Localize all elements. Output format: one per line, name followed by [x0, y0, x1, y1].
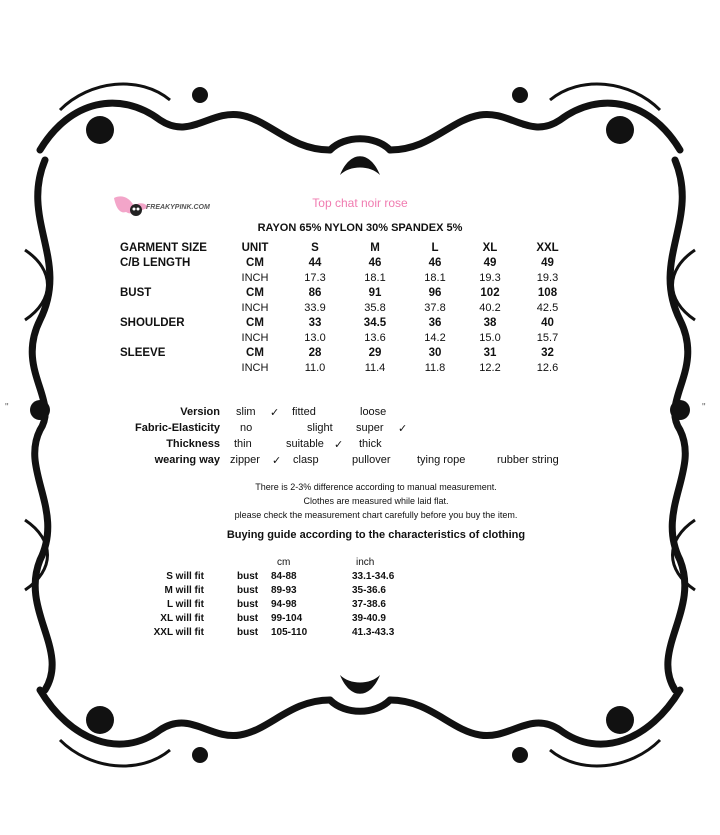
- value-cell: 91: [368, 287, 382, 299]
- value-cell: 15.0: [479, 332, 501, 344]
- value-cell: 19.3: [479, 272, 501, 284]
- guide-part: bust: [237, 571, 259, 582]
- value-cell: 108: [537, 287, 558, 299]
- buying-guide-title: Buying guide according to the characteristics of clothing: [226, 529, 526, 541]
- characteristic-key: Fabric-Elasticity: [135, 422, 220, 434]
- guide-size: XL will fit: [160, 613, 204, 624]
- value-cell: 12.6: [536, 362, 559, 374]
- value-cell: 40: [541, 317, 554, 329]
- guide-col-cm: cm: [277, 557, 291, 568]
- left-side-mark: ": [5, 402, 9, 413]
- guide-size: S will fit: [166, 571, 204, 582]
- unit-cell: CM: [246, 257, 264, 269]
- value-cell: 33.9: [304, 302, 326, 314]
- guide-cm: 84-88: [271, 571, 297, 582]
- value-cell: 28: [308, 347, 322, 359]
- value-cell: 86: [308, 287, 322, 299]
- value-cell: 30: [428, 347, 442, 359]
- header-unit: UNIT: [241, 242, 269, 254]
- note-laid-flat: Clothes are measured while laid flat.: [303, 496, 449, 506]
- characteristic-row: [0, 422, 720, 437]
- characteristic-option: slight: [307, 422, 333, 434]
- value-cell: 46: [428, 257, 442, 269]
- characteristic-key: Version: [180, 406, 220, 418]
- characteristic-option: thin: [234, 438, 252, 450]
- characteristic-option: rubber string: [497, 454, 559, 466]
- characteristic-option: suitable: [286, 438, 324, 450]
- guide-part: bust: [237, 627, 259, 638]
- value-cell: 35.8: [364, 302, 386, 314]
- characteristic-option: clasp: [293, 454, 319, 466]
- value-cell: 11.8: [424, 362, 446, 374]
- value-cell: 38: [483, 317, 497, 329]
- value-cell: 29: [368, 347, 382, 359]
- unit-cell: INCH: [241, 362, 269, 374]
- value-cell: 102: [480, 287, 500, 299]
- characteristic-option: zipper: [230, 454, 260, 466]
- value-cell: 37.8: [424, 302, 446, 314]
- guide-inch: 37-38.6: [352, 599, 386, 610]
- characteristic-row: [0, 438, 720, 453]
- unit-cell: CM: [246, 317, 264, 329]
- characteristic-option: super: [356, 422, 384, 434]
- value-cell: 13.0: [304, 332, 326, 344]
- checkmark-icon: ✓: [272, 455, 282, 467]
- characteristic-row: [0, 406, 720, 421]
- characteristic-option: loose: [360, 406, 387, 418]
- value-cell: 44: [308, 257, 322, 269]
- value-cell: 18.1: [424, 272, 446, 284]
- characteristic-key: Thickness: [166, 438, 220, 450]
- measurement-label: SLEEVE: [120, 347, 166, 359]
- guide-part: bust: [237, 599, 259, 610]
- unit-cell: CM: [246, 347, 264, 359]
- guide-inch: 41.3-43.3: [352, 627, 395, 638]
- measurement-label: BUST: [120, 287, 152, 299]
- guide-cm: 105-110: [271, 627, 308, 638]
- note-check-chart: please check the measurement chart carefully before you buy the item.: [234, 510, 518, 520]
- characteristic-key: wearing way: [154, 454, 220, 466]
- characteristic-option: tying rope: [417, 454, 466, 466]
- brand-name: FREAKYPINK.COM: [146, 204, 210, 211]
- guide-part: bust: [237, 613, 259, 624]
- header-size-l: L: [431, 242, 439, 254]
- value-cell: 11.0: [304, 362, 326, 374]
- note-difference: There is 2-3% difference according to manual measurement.: [255, 482, 497, 492]
- guide-cm: 89-93: [271, 585, 297, 596]
- header-size-xxl: XXL: [536, 242, 559, 254]
- guide-size: XXL will fit: [153, 627, 204, 638]
- value-cell: 46: [368, 257, 382, 269]
- value-cell: 42.5: [536, 302, 559, 314]
- fabric-composition: RAYON 65% NYLON 30% SPANDEX 5%: [257, 222, 463, 234]
- guide-inch: 39-40.9: [352, 613, 386, 624]
- value-cell: 15.7: [536, 332, 559, 344]
- checkmark-icon: ✓: [270, 407, 280, 419]
- unit-cell: INCH: [241, 272, 269, 284]
- guide-cm: 94-98: [271, 599, 297, 610]
- value-cell: 13.6: [364, 332, 386, 344]
- guide-inch: 33.1-34.6: [352, 571, 395, 582]
- guide-size: L will fit: [166, 599, 204, 610]
- value-cell: 36: [428, 317, 442, 329]
- guide-size: M will fit: [164, 585, 204, 596]
- unit-cell: INCH: [241, 332, 269, 344]
- header-size-m: M: [370, 242, 380, 254]
- value-cell: 40.2: [479, 302, 501, 314]
- value-cell: 14.2: [424, 332, 446, 344]
- checkmark-icon: ✓: [398, 423, 408, 435]
- guide-col-inch: inch: [356, 557, 375, 568]
- value-cell: 49: [483, 257, 497, 269]
- header-size-xl: XL: [482, 242, 498, 254]
- guide-inch: 35-36.6: [352, 585, 386, 596]
- unit-cell: INCH: [241, 302, 269, 314]
- value-cell: 33: [308, 317, 322, 329]
- value-cell: 32: [541, 347, 554, 359]
- checkmark-icon: ✓: [334, 439, 344, 451]
- value-cell: 11.4: [364, 362, 386, 374]
- value-cell: 49: [541, 257, 554, 269]
- right-side-mark: ": [702, 402, 706, 413]
- guide-cm: 99-104: [271, 613, 303, 624]
- characteristic-option: fitted: [292, 406, 316, 418]
- characteristic-option: slim: [236, 406, 256, 418]
- characteristic-option: no: [240, 422, 253, 434]
- header-size-s: S: [311, 242, 319, 254]
- value-cell: 96: [428, 287, 442, 299]
- value-cell: 17.3: [304, 272, 326, 284]
- value-cell: 31: [483, 347, 497, 359]
- product-title: Top chat noir rose: [312, 196, 408, 210]
- guide-part: bust: [237, 585, 259, 596]
- value-cell: 18.1: [364, 272, 386, 284]
- measurement-label: SHOULDER: [120, 317, 185, 329]
- header-garment-size: GARMENT SIZE: [120, 242, 207, 254]
- value-cell: 19.3: [536, 272, 559, 284]
- characteristic-option: pullover: [352, 454, 391, 466]
- measurement-label: C/B LENGTH: [120, 257, 191, 269]
- characteristic-option: thick: [359, 438, 382, 450]
- value-cell: 34.5: [363, 317, 387, 329]
- unit-cell: CM: [246, 287, 264, 299]
- characteristic-row: [0, 454, 720, 469]
- value-cell: 12.2: [479, 362, 501, 374]
